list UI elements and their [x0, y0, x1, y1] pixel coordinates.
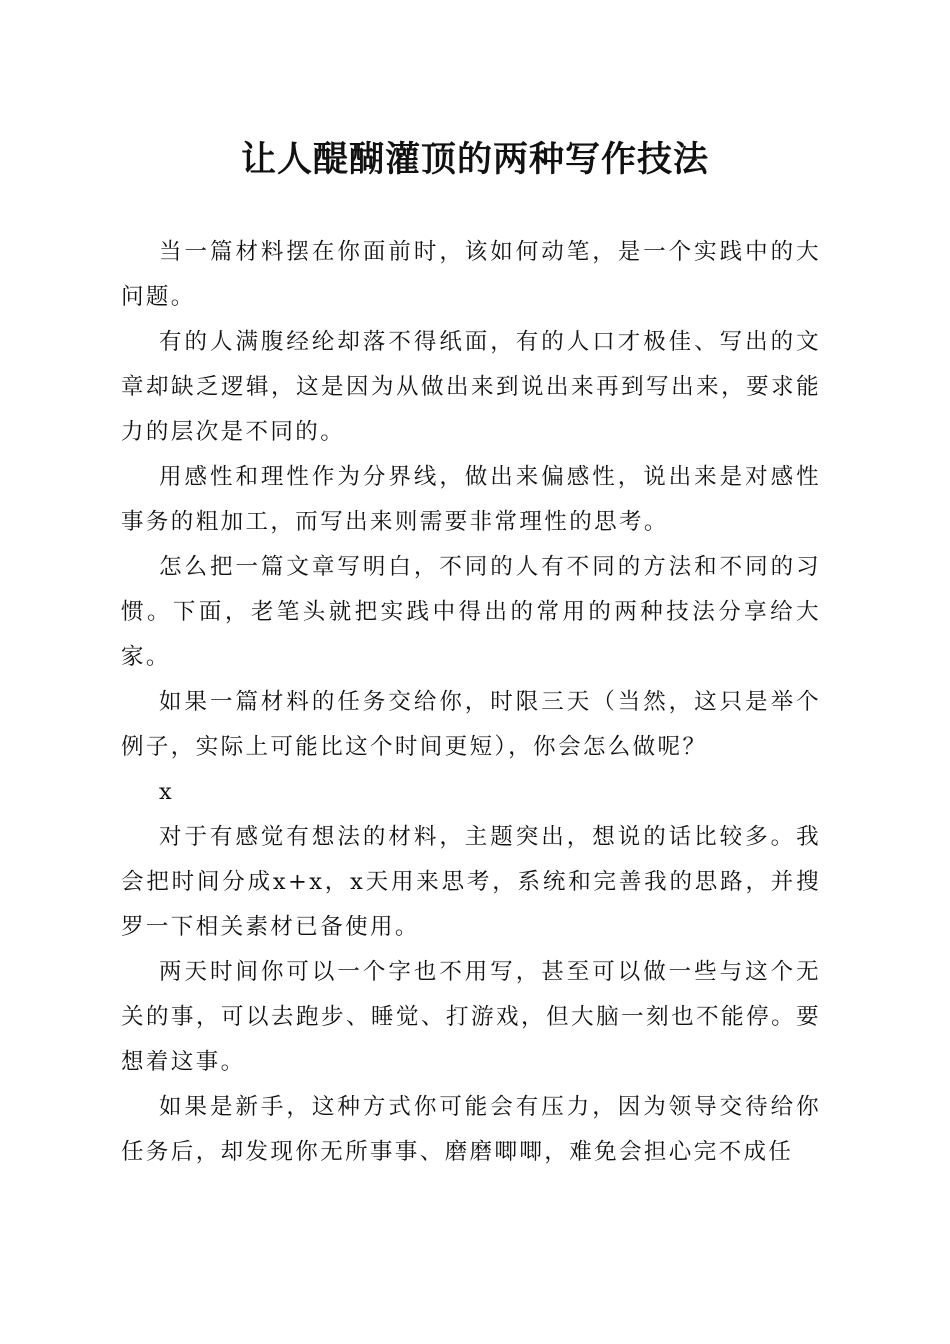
document-body [121, 230, 821, 1175]
paragraph: 如果一篇材料的任务交给你，时限三天（当然，这只是举个例子，实际上可能比这个时间更短），你会怎么做呢？ [121, 689, 821, 760]
document-title: 让人醍醐灌顶的两种写作技法 [240, 139, 709, 180]
paragraph: 当一篇材料摆在你面前时，该如何动笔，是一个实践中的大问题。 [121, 239, 821, 310]
paragraph: 用感性和理性作为分界线，做出来偏感性，说出来是对感性事务的粗加工，而写出来则需要非常理性的思考。 [121, 464, 821, 535]
paragraph: 如果是新手，这种方式你可能会有压力，因为领导交待给你任务后，却发现你无所事事、磨磨唧唧，难免会担心完不成任 [121, 1094, 821, 1165]
paragraph: x [159, 779, 175, 805]
paragraph: 怎么把一篇文章写明白，不同的人有不同的方法和不同的习惯。下面，老笔头就把实践中得出的常用的两种技法分享给大家。 [121, 554, 821, 670]
paragraph: 有的人满腹经纶却落不得纸面，有的人口才极佳、写出的文章却缺乏逻辑，这是因为从做出来到说出来再到写出来，要求能力的层次是不同的。 [121, 329, 821, 445]
paragraph: 两天时间你可以一个字也不用写，甚至可以做一些与这个无关的事，可以去跑步、睡觉、打游戏，但大脑一刻也不能停。要想着这事。 [121, 959, 821, 1075]
paragraph: 对于有感觉有想法的材料，主题突出，想说的话比较多。我会把时间分成x+x，x天用来思考，系统和完善我的思路，并搜罗一下相关素材已备使用。 [121, 824, 821, 940]
